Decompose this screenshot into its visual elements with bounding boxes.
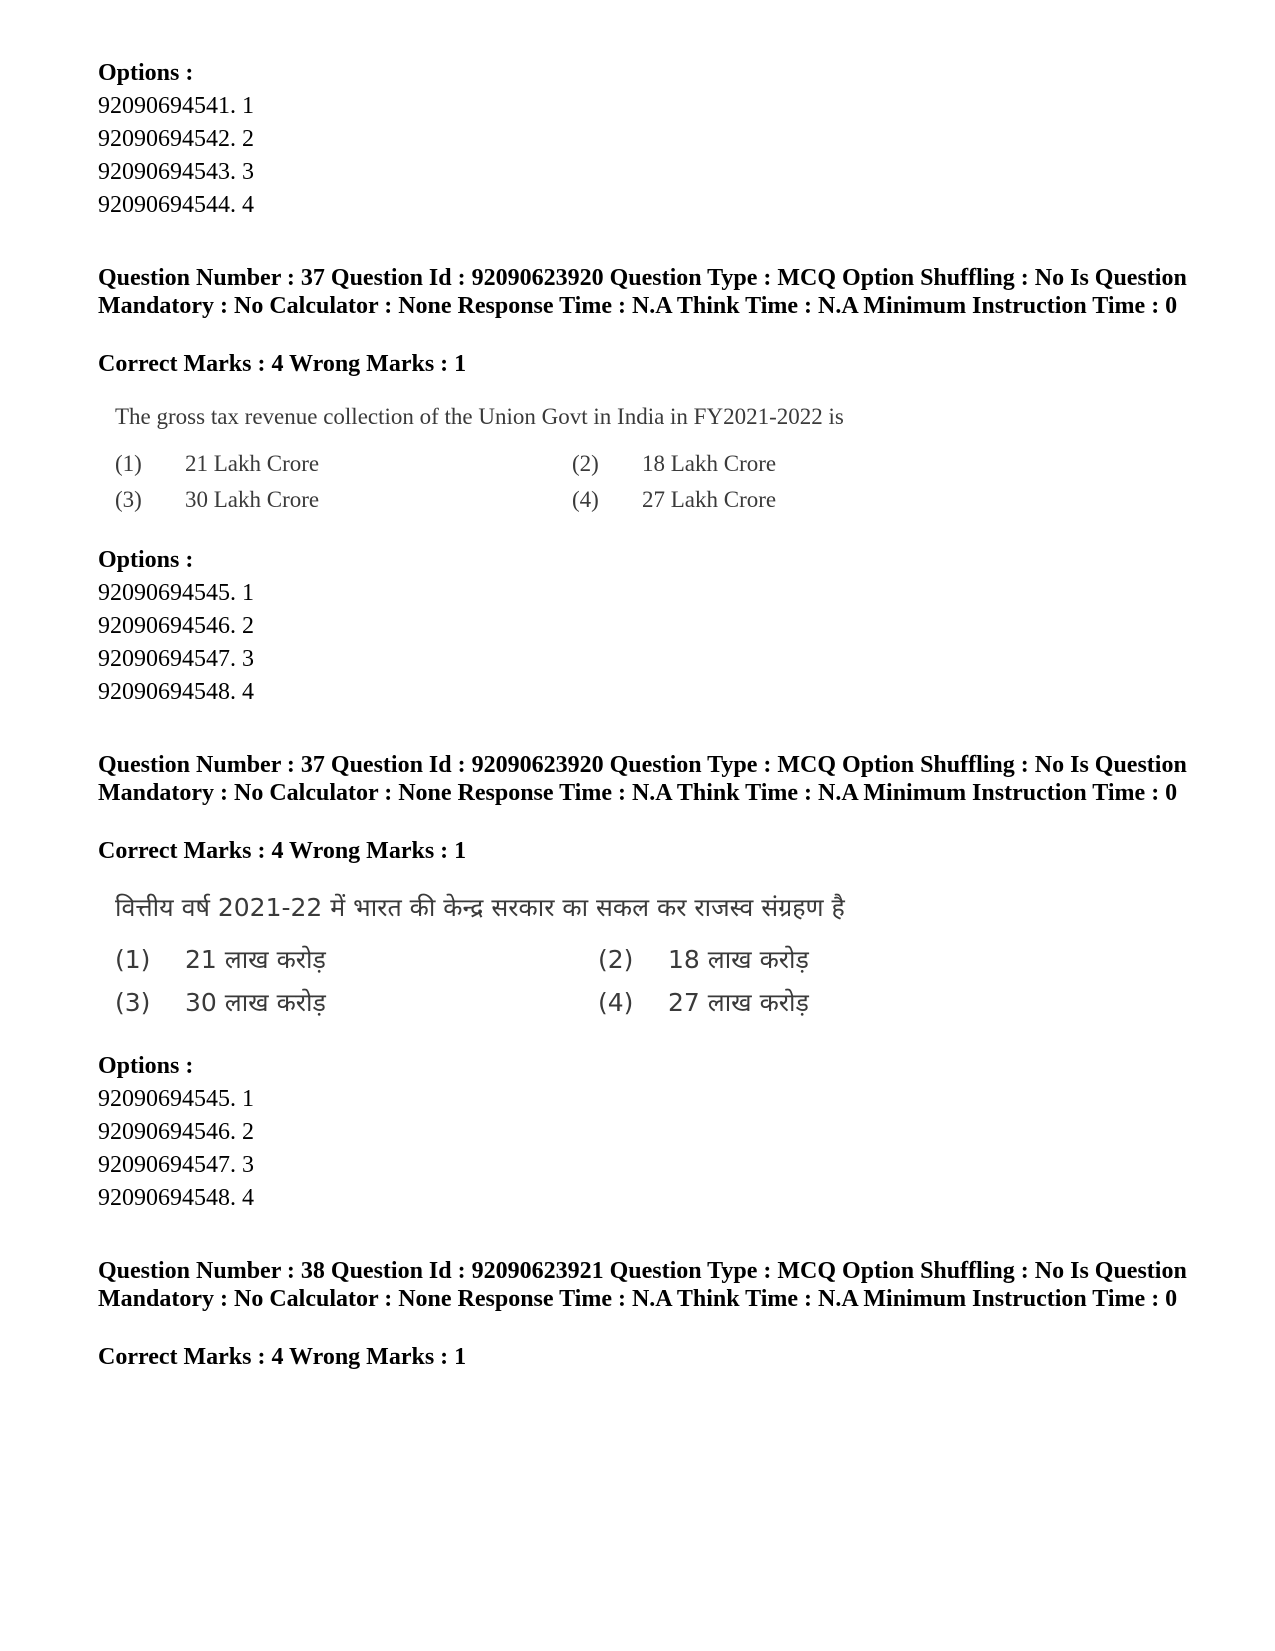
choice-text: 21 लाख करोड़ xyxy=(185,945,326,974)
question-text: वित्तीय वर्ष 2021-22 में भारत की केन्द्र सरकार का सकल कर राजस्व संग्रहण है xyxy=(115,893,845,922)
option-line: 92090694547. 3 xyxy=(98,646,254,672)
choice-number: (4) xyxy=(598,988,634,1017)
question-header: Question Number : 37 Question Id : 92090623920 Question Type : MCQ Option Shuffling : No Is Question Mandatory : No Calculator : None Response Time : N.A Think Time : N.A Minimum Instruction Time : 0 xyxy=(98,752,1187,806)
choice-4 xyxy=(598,988,809,1018)
choice-number: (4) xyxy=(572,487,599,512)
option-line: 92090694548. 4 xyxy=(98,1185,254,1211)
choice-3 xyxy=(115,485,319,515)
question-text: The gross tax revenue collection of the Union Govt in India in FY2021-2022 is xyxy=(115,404,844,429)
option-line: 92090694548. 4 xyxy=(98,679,254,705)
question-marks: Correct Marks : 4 Wrong Marks : 1 xyxy=(98,351,467,377)
choice-1 xyxy=(115,945,326,975)
question-marks: Correct Marks : 4 Wrong Marks : 1 xyxy=(98,838,467,864)
choice-text: 27 लाख करोड़ xyxy=(668,988,809,1017)
choice-1 xyxy=(115,449,319,479)
question-header: Question Number : 37 Question Id : 92090623920 Question Type : MCQ Option Shuffling : No Is Question Mandatory : No Calculator : None Response Time : N.A Think Time : N.A Minimum Instruction Time : 0 xyxy=(98,265,1187,319)
choice-text: 18 लाख करोड़ xyxy=(668,945,809,974)
choice-number: (3) xyxy=(115,487,142,512)
choice-text: 30 लाख करोड़ xyxy=(185,988,326,1017)
choice-2 xyxy=(572,449,776,479)
choice-3 xyxy=(115,988,326,1018)
choice-text: 18 Lakh Crore xyxy=(642,451,777,476)
option-line: 92090694543. 3 xyxy=(98,159,254,185)
option-line: 92090694547. 3 xyxy=(98,1152,254,1178)
option-line: 92090694546. 2 xyxy=(98,613,254,639)
choice-2 xyxy=(598,945,809,975)
option-line: 92090694546. 2 xyxy=(98,1119,254,1145)
choice-text: 21 Lakh Crore xyxy=(185,451,320,476)
option-line: 92090694545. 1 xyxy=(98,580,254,606)
option-line: 92090694545. 1 xyxy=(98,1086,254,1112)
choice-number: (1) xyxy=(115,945,151,974)
choice-number: (2) xyxy=(598,945,634,974)
options-label: Options : xyxy=(98,547,194,573)
options-label: Options : xyxy=(98,60,194,86)
question-marks: Correct Marks : 4 Wrong Marks : 1 xyxy=(98,1344,467,1370)
option-line: 92090694542. 2 xyxy=(98,126,254,152)
choice-number: (1) xyxy=(115,451,142,476)
choice-number: (2) xyxy=(572,451,599,476)
choice-text: 27 Lakh Crore xyxy=(642,487,777,512)
option-line: 92090694544. 4 xyxy=(98,192,254,218)
options-label: Options : xyxy=(98,1053,194,1079)
choice-4 xyxy=(572,485,776,515)
question-header: Question Number : 38 Question Id : 92090623921 Question Type : MCQ Option Shuffling : No Is Question Mandatory : No Calculator : None Response Time : N.A Think Time : N.A Minimum Instruction Time : 0 xyxy=(98,1258,1187,1312)
option-line: 92090694541. 1 xyxy=(98,93,254,119)
choice-text: 30 Lakh Crore xyxy=(185,487,320,512)
choice-number: (3) xyxy=(115,988,151,1017)
